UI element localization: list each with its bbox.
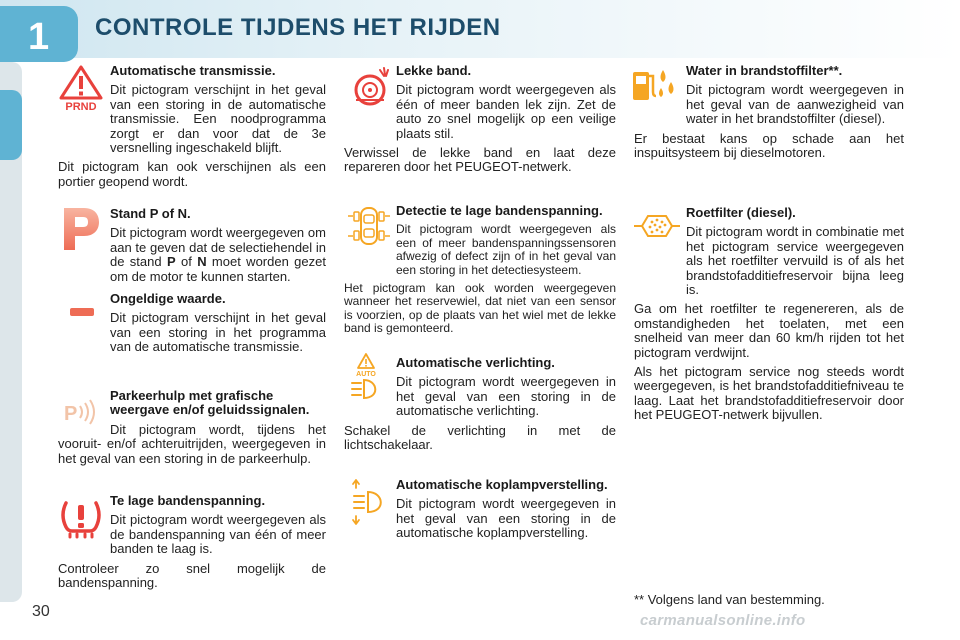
footnote: ** Volgens land van bestemming. <box>634 592 825 607</box>
tpms-note: Het pictogram kan ook worden weergegeven wanneer het reservewiel, dat niet van een sensor is voorzien, op de plaats van het wiel met de lekke band is gemonteerd. <box>344 281 616 336</box>
low-pressure-note: Controleer zo snel mogelijk de bandenspanning. <box>58 560 326 591</box>
side-strip-active <box>0 90 22 160</box>
particulate-refill: Als het pictogram service nog steeds wordt weergegeven, is het brandstofadditiefniveau te laag. Laat het brandstofadditiefreservoir door het PEUGEOT-netwerk bijvullen. <box>634 364 904 423</box>
auto-trans-text: Dit pictogram verschijnt in het geval van een storing in de automatische transmissie. Een noodprogramma zorgt er dan voor dat de 3e versnelling ingeschakeld blijft. <box>110 82 326 156</box>
particulate-text: Dit pictogram wordt in combinatie met het pictogram service weergegeven als het roetfilter vervuild is of als het brandstofadditiefreservoir bijna leeg is. <box>686 224 904 298</box>
invalid-section <box>58 292 326 355</box>
chapter-tab <box>0 6 78 62</box>
low-pressure-text: Dit pictogram wordt weergegeven als de bandenspanning van één of meer banden te laag is. <box>110 512 326 557</box>
park-assist-section <box>58 389 326 466</box>
park-assist-text: Dit pictogram wordt, tijdens het vooruit- en/of achteruitrijden, weergegeven in het geval van een storing in de parkeerhulp. <box>58 421 326 466</box>
auto-trans-section <box>58 64 326 189</box>
stand-text: Dit pictogram wordt weergegeven om aan te geven dat de selectiehendel in de stand P of N moet worden gezet om de motor te kunnen starten. <box>110 225 326 284</box>
stand-section <box>58 207 326 284</box>
water-fuel-section <box>634 64 904 160</box>
park-assist-title: Parkeerhulp met grafische weergave en/of geluidssignalen. <box>110 388 310 418</box>
auto-light-note: Schakel de verlichting in met de lichtschakelaar. <box>344 422 616 453</box>
flat-tyre-title: Lekke band. <box>396 63 472 78</box>
page-title: CONTROLE TIJDENS HET RIJDEN <box>95 14 501 41</box>
prnd-label: PRND <box>65 101 97 112</box>
tpms-title: Detectie te lage bandenspanning. <box>396 203 603 218</box>
low-pressure-section <box>58 494 326 590</box>
auto-light-section <box>344 356 616 452</box>
headlamp-level-title: Automatische koplampverstelling. <box>396 477 608 492</box>
auto-label: AUTO <box>356 371 376 378</box>
flat-tyre-section <box>344 64 616 175</box>
flat-tyre-text: Dit pictogram wordt weergegeven als één of meer banden lek zijn. Zet de auto zo snel mogelijk op een veilige plaats stil. <box>396 82 616 141</box>
water-fuel-title: Water in brandstoffilter**. <box>686 63 843 78</box>
particulate-title: Roetfilter (diesel). <box>686 205 796 220</box>
tpms-text: Dit pictogram wordt weergegeven als een of meer bandenspanningssensoren afwezig of defect zijn of in het geval van een storing in het detectiesysteem. <box>396 222 616 277</box>
particulate-regen: Ga om het roetfilter te regenereren, als de omstandigheden het toelaten, met een snelheid van meer dan 60 km/h rijden tot het pictogram verdwijnt. <box>634 301 904 360</box>
tpms-section <box>344 204 616 336</box>
headlamp-level-text: Dit pictogram wordt weergegeven in het geval van een storing in de automatische koplampverstelling. <box>396 496 616 541</box>
invalid-text: Dit pictogram verschijnt in het geval van een storing in het programma van de automatische transmissie. <box>110 310 326 355</box>
headlamp-level-section <box>344 478 616 541</box>
auto-trans-note: Dit pictogram kan ook verschijnen als een portier geopend wordt. <box>58 159 326 189</box>
water-fuel-note: Er bestaat kans op schade aan het inspuitsysteem bij dieselmotoren. <box>634 130 904 161</box>
side-strip <box>0 62 22 602</box>
invalid-title: Ongeldige waarde. <box>110 291 226 306</box>
stand-title: Stand P of N. <box>110 206 191 221</box>
low-pressure-title: Te lage bandenspanning. <box>110 493 266 508</box>
flat-tyre-note: Verwissel de lekke band en laat deze repareren door het PEUGEOT-netwerk. <box>344 145 616 175</box>
svg-text:P: P <box>64 403 78 425</box>
chapter-number: 1 <box>28 16 50 58</box>
page-number: 30 <box>32 603 50 620</box>
auto-light-title: Automatische verlichting. <box>396 355 555 370</box>
particulate-section <box>634 206 904 423</box>
auto-trans-title: Automatische transmissie. <box>110 63 276 78</box>
auto-light-text: Dit pictogram wordt weergegeven in het geval van een storing in de automatische verlichting. <box>396 374 616 419</box>
water-fuel-text: Dit pictogram wordt weergegeven in het geval van de aanwezigheid van water in het brandstoffilter (diesel). <box>686 82 904 127</box>
watermark: carmanualsonline.info <box>640 612 806 629</box>
